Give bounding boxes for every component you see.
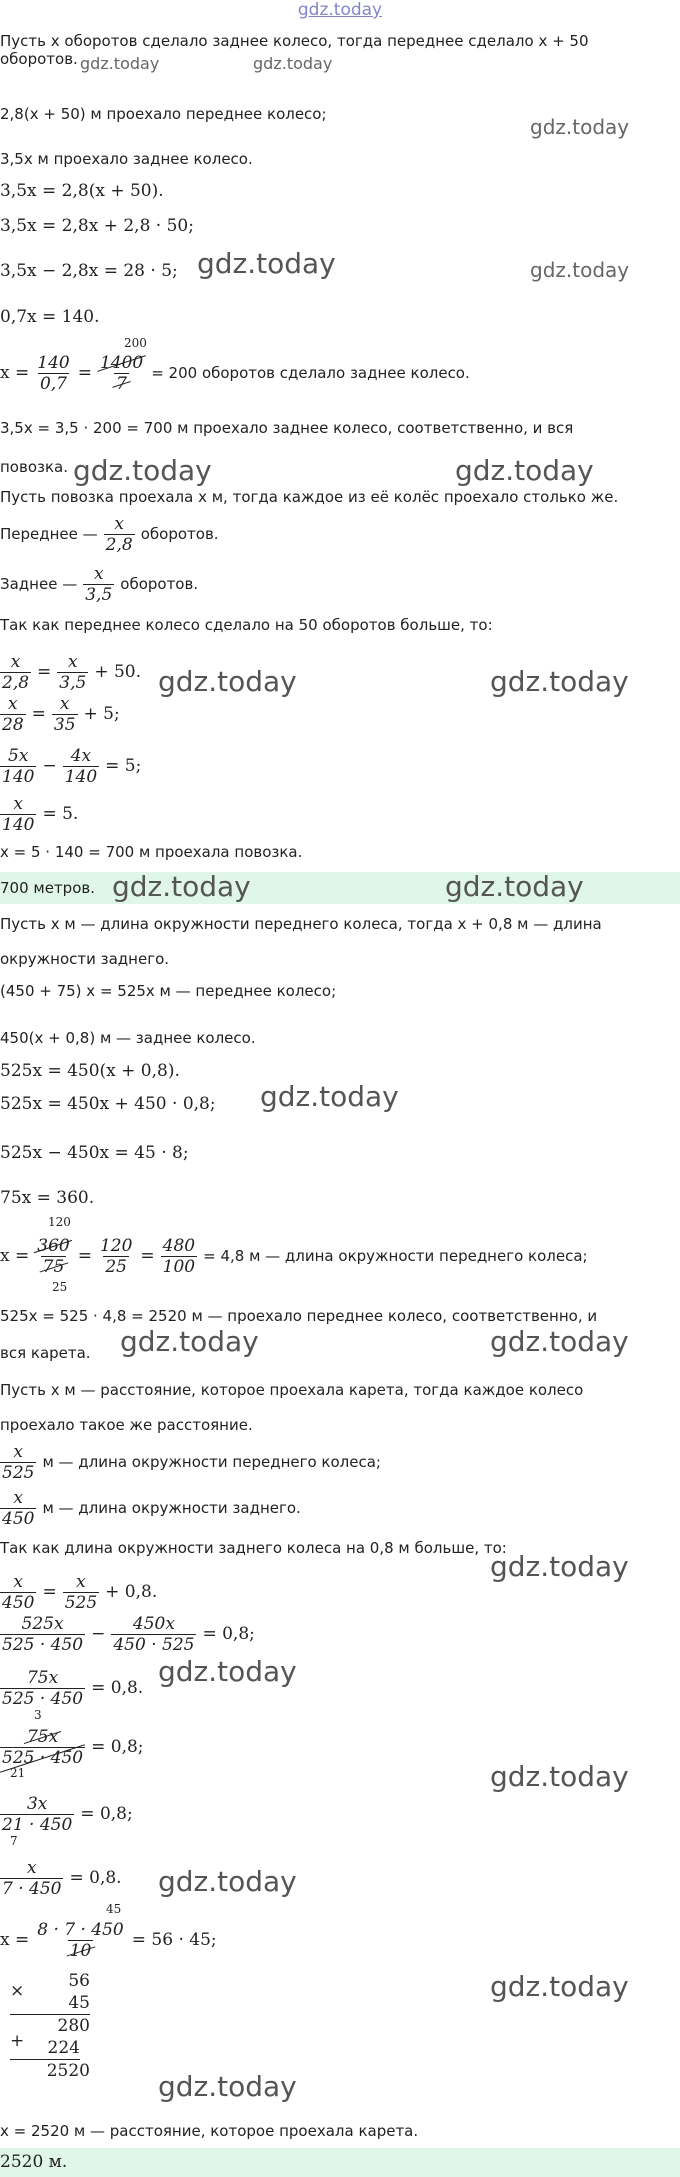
t1-line8: x = $\frac{140}{0,7}$ = $\frac{1400}{7}$ = 200 оборотов сделало заднее колесо. [0, 352, 470, 394]
t1-line1: Пусть x оборотов сделало заднее колесо, тогда переднее сделало x + 50 [0, 32, 589, 50]
t1-line9b: повозка. [0, 458, 68, 476]
watermark: gdz.today [490, 665, 629, 698]
t4-answer: 2520 м. [0, 2148, 680, 2177]
t3-line8: x = $\frac{360}{75}$ = $\frac{120}{25}$ = $\frac{480}{100}$ = 4,8 м — длина окружности переднего колеса; [0, 1235, 588, 1277]
t4-front: $\frac{x}{525}$ м — длина окружности переднего колеса; [2, 1441, 381, 1483]
watermark: gdz.today [197, 247, 336, 280]
t1-line3: 3,5x м проехало заднее колесо. [0, 150, 253, 168]
t3-line9: 525x = 525 · 4,8 = 2520 м — проехало переднее колесо, соответственно, и [0, 1307, 598, 1325]
t3-line6: 525x − 450x = 45 · 8; [0, 1143, 189, 1163]
watermark: gdz.today [158, 665, 297, 698]
t4-line2: Так как длина окружности заднего колеса на 0,8 м больше, то: [0, 1539, 507, 1557]
t1-line9: 3,5x = 3,5 · 200 = 700 м проехало заднее колесо, соответственно, и вся [0, 419, 574, 437]
top-watermark: gdz.today [297, 0, 383, 20]
fraction: $\frac{140}{0,7}$ [37, 352, 70, 394]
t4-eq3: $\frac{75x}{525 \cdot 450}$ = 0,8. [2, 1667, 144, 1709]
watermark: gdz.today [73, 454, 212, 487]
watermark: gdz.today [445, 870, 584, 903]
t1-line2: 2,8(x + 50) м проехало переднее колесо; [0, 105, 327, 123]
watermark: gdz.today [455, 454, 594, 487]
t4-line3: x = 2520 м — расстояние, которое проехала карета. [0, 2122, 419, 2140]
t3-line3: 450(x + 0,8) м — заднее колесо. [0, 1029, 256, 1047]
t2-line3: x = 5 · 140 = 700 м проехала повозка. [0, 843, 303, 861]
t2-line1: Пусть повозка проехала x м, тогда каждое из её колёс проехало столько же. [0, 488, 619, 506]
t2-front: Переднее — $\frac{x}{2,8}$ оборотов. [0, 513, 219, 555]
t4-eq2: $\frac{525x}{525 \cdot 450}$ − $\frac{450x}{450 \cdot 525}$ = 0,8; [2, 1613, 255, 1655]
t4-eq4: $\frac{75x}{525 \cdot 450}$ = 0,8; [2, 1726, 144, 1768]
t4-eq5: $\frac{3x}{21 \cdot 450}$ = 0,8; [2, 1793, 133, 1835]
watermark: gdz.today [158, 2070, 297, 2103]
cancel-note: 21 [10, 1766, 26, 1780]
t2-line2: Так как переднее колесо сделало на 50 оборотов больше, то: [0, 616, 493, 634]
watermark: gdz.today [80, 54, 160, 73]
cancel-note: 7 [10, 1834, 18, 1848]
t4-eq6: $\frac{x}{7 \cdot 450}$ = 0,8. [2, 1857, 122, 1899]
watermark: gdz.today [253, 54, 333, 73]
t3-line1b: окружности заднего. [0, 950, 170, 968]
watermark: gdz.today [158, 1655, 297, 1688]
watermark: gdz.today [530, 258, 630, 282]
t2-eq1: $\frac{x}{2,8}$ = $\frac{x}{3,5}$ + 50. [2, 651, 142, 693]
t1-line1b: оборотов. [0, 50, 78, 68]
cancel-note: 25 [52, 1280, 68, 1294]
t2-answer: 700 метров. [0, 872, 680, 904]
t1-line5: 3,5x = 2,8x + 2,8 · 50; [0, 216, 194, 236]
t4-eq7: x = $\frac{8 \cdot 7 \cdot 450}{10}$ = 56 · 45; [0, 1919, 217, 1961]
watermark: gdz.today [120, 1325, 259, 1358]
watermark: gdz.today [260, 1080, 399, 1113]
t3-line2: (450 + 75) x = 525x м — переднее колесо; [0, 982, 337, 1000]
t4-eq1: $\frac{x}{450}$ = $\frac{x}{525}$ + 0,8. [2, 1571, 158, 1613]
t4-line1b: проехало такое же расстояние. [0, 1416, 253, 1434]
fraction: $\frac{1400}{7}$ [99, 352, 144, 394]
t2-eq4: $\frac{x}{140}$ = 5. [2, 793, 79, 835]
t3-line9b: вся карета. [0, 1344, 91, 1362]
t4-line1: Пусть x м — расстояние, которое проехала карета, тогда каждое колесо [0, 1381, 584, 1399]
t2-rear: Заднее — $\frac{x}{3,5}$ оборотов. [0, 563, 199, 605]
t4-rear: $\frac{x}{450}$ м — длина окружности заднего. [2, 1487, 301, 1529]
cancel-note: 200 [124, 336, 147, 350]
t1-line6: 3,5x − 2,8x = 28 · 5; [0, 261, 178, 281]
cancel-note: 45 [106, 1902, 122, 1916]
t3-line7: 75x = 360. [0, 1188, 95, 1208]
cancel-note: 120 [48, 1215, 71, 1229]
cancel-note: 3 [34, 1708, 42, 1722]
watermark: gdz.today [112, 870, 251, 903]
t1-line7: 0,7x = 140. [0, 307, 100, 327]
watermark: gdz.today [490, 1550, 629, 1583]
t3-line5: 525x = 450x + 450 · 0,8; [0, 1094, 216, 1114]
t3-line1: Пусть x м — длина окружности переднего колеса, тогда x + 0,8 м — длина [0, 915, 602, 933]
column-multiplication: × + 56 45 280 224 2520 [10, 1971, 90, 2081]
watermark: gdz.today [490, 1970, 629, 2003]
watermark: gdz.today [158, 1865, 297, 1898]
t2-eq3: $\frac{5x}{140}$ − $\frac{4x}{140}$ = 5; [2, 745, 142, 787]
watermark: gdz.today [530, 115, 630, 139]
t3-line4: 525x = 450(x + 0,8). [0, 1061, 180, 1081]
watermark: gdz.today [490, 1760, 629, 1793]
t1-line4: 3,5x = 2,8(x + 50). [0, 181, 164, 201]
watermark: gdz.today [490, 1325, 629, 1358]
t2-eq2: $\frac{x}{28}$ = $\frac{x}{35}$ + 5; [2, 693, 120, 735]
